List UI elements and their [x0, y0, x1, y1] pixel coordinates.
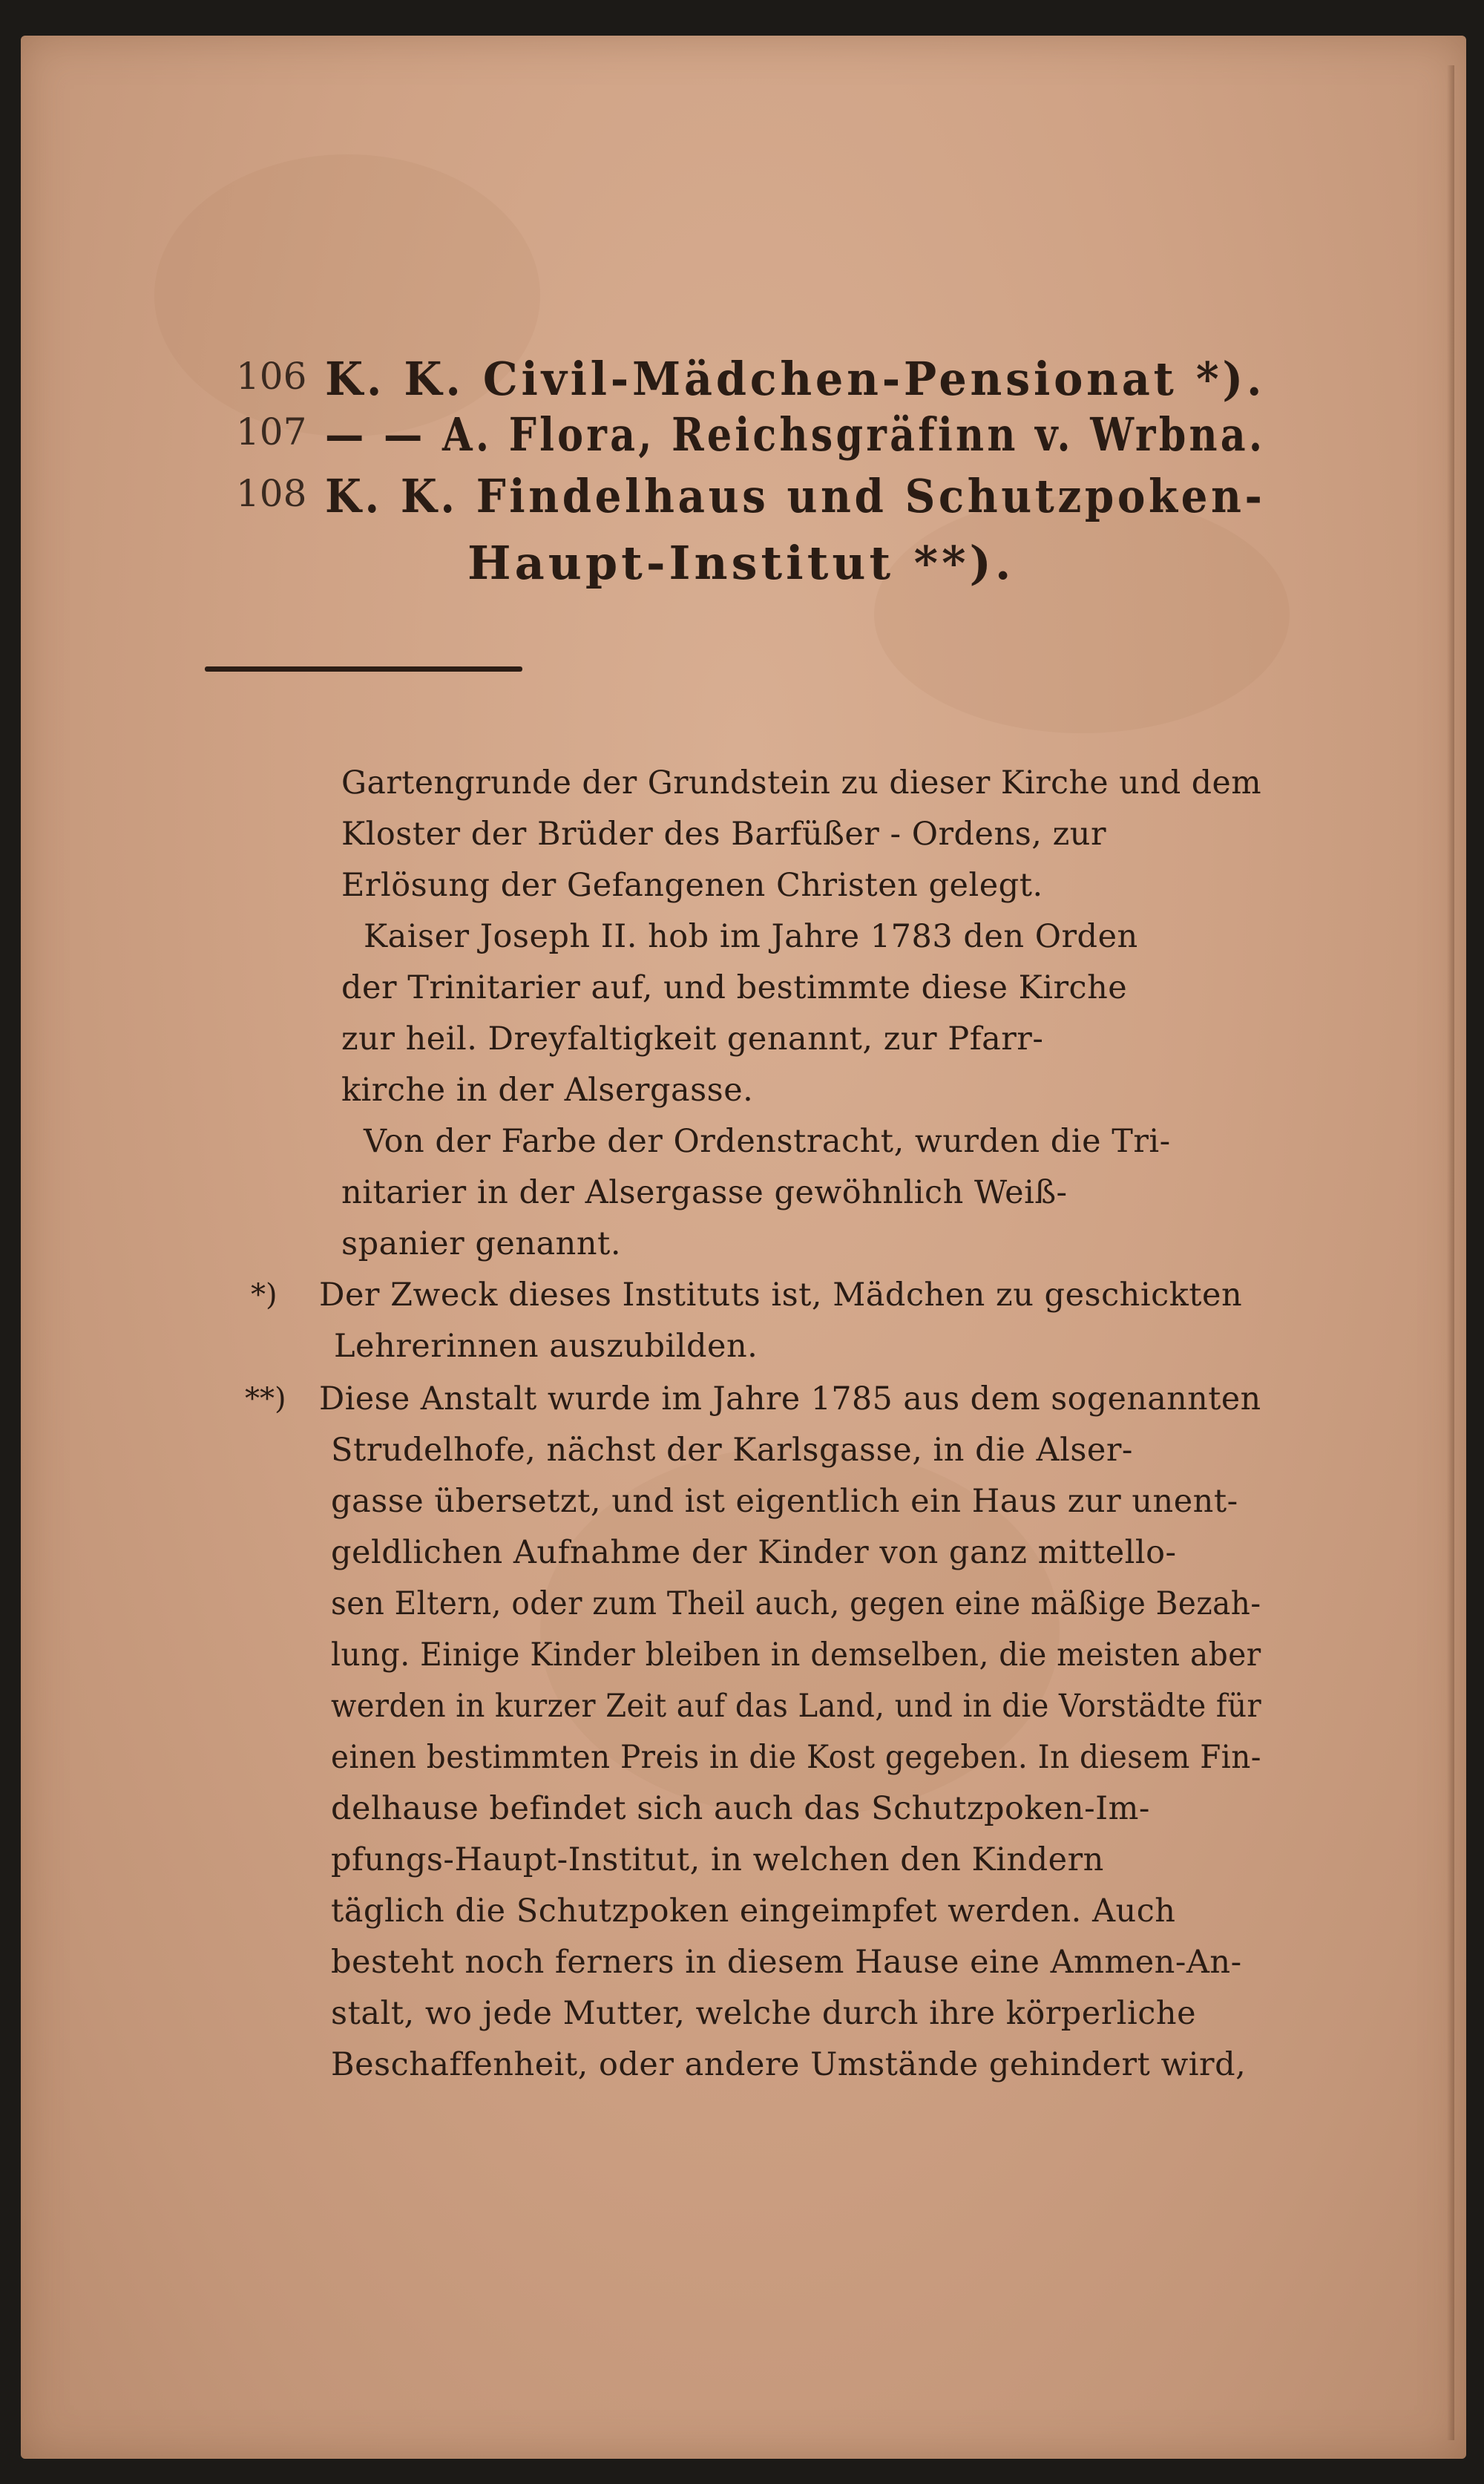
footnote-line: Lehrerinnen auszubilden.	[334, 1328, 758, 1365]
body-line: Von der Farbe der Ordenstracht, wurden die Tri-	[364, 1123, 1171, 1160]
footnote-line: pfungs-Haupt-Institut, in welchen den Kindern	[331, 1841, 1104, 1878]
footnote-line: Diese Anstalt wurde im Jahre 1785 aus dem sogenannten	[319, 1380, 1261, 1418]
entry-number: 107	[236, 410, 307, 453]
footnote-line: gasse übersetzt, und ist eigentlich ein Haus zur unent-	[331, 1483, 1238, 1520]
footnote-line: lung. Einige Kinder bleiben in demselben, die meisten aber	[331, 1636, 1261, 1674]
section-divider	[205, 666, 522, 672]
footnote-line: Beschaffenheit, oder andere Umstände gehindert wird,	[331, 2046, 1247, 2083]
footnote-line: besteht noch ferners in diesem Hause eine Ammen-An-	[331, 1944, 1242, 1981]
body-line: kirche in der Alsergasse.	[341, 1072, 754, 1109]
body-line: spanier genannt.	[341, 1225, 621, 1262]
footnote-mark: *)	[251, 1278, 278, 1312]
entry-108-continuation: Haupt-Institut **).	[467, 536, 1015, 590]
body-line: Gartengrunde der Grundstein zu dieser Kirche und dem	[341, 764, 1262, 802]
body-line: Erlösung der Gefangenen Christen gelegt.	[341, 867, 1043, 904]
entry-title: K. K. Civil-Mädchen-Pensionat *).	[325, 352, 1266, 406]
entry-title: K. K. Findelhaus und Schutzpoken-	[325, 469, 1266, 523]
footnote-line: Der Zweck dieses Instituts ist, Mädchen zu geschickten	[319, 1277, 1243, 1314]
entry-number: 106	[236, 355, 307, 398]
entry-number: 108	[236, 472, 307, 515]
footnote-line: sen Eltern, oder zum Theil auch, gegen eine mäßige Bezah-	[331, 1585, 1261, 1622]
body-line: zur heil. Dreyfaltigkeit genannt, zur Pfarr-	[341, 1020, 1044, 1058]
body-line: Kaiser Joseph II. hob im Jahre 1783 den Orden	[364, 918, 1138, 955]
body-line: der Trinitarier auf, und bestimmte diese Kirche	[341, 969, 1128, 1006]
body-line: Kloster der Brüder des Barfüßer - Ordens, zur	[341, 816, 1107, 853]
footnote-line: einen bestimmten Preis in die Kost gegeben. In diesem Fin-	[331, 1739, 1261, 1776]
entry-title: — — A. Flora, Reichsgräfinn v. Wrbna.	[325, 407, 1266, 462]
footnote-line: täglich die Schutzpoken eingeimpfet werden. Auch	[331, 1893, 1176, 1930]
footnote-line: delhause befindet sich auch das Schutzpoken-Im-	[331, 1790, 1150, 1827]
page-fold-edge	[1447, 65, 1454, 2440]
footnote-line: geldlichen Aufnahme der Kinder von ganz mittello-	[331, 1534, 1177, 1571]
footnote-line: werden in kurzer Zeit auf das Land, und in die Vorstädte für	[331, 1688, 1262, 1725]
footnote-mark: **)	[245, 1382, 286, 1416]
paper-stain	[874, 496, 1290, 733]
footnote-line: stalt, wo jede Mutter, welche durch ihre körperliche	[331, 1995, 1197, 2032]
body-line: nitarier in der Alsergasse gewöhnlich Weiß-	[341, 1174, 1068, 1211]
footnote-line: Strudelhofe, nächst der Karlsgasse, in die Alser-	[331, 1432, 1133, 1469]
